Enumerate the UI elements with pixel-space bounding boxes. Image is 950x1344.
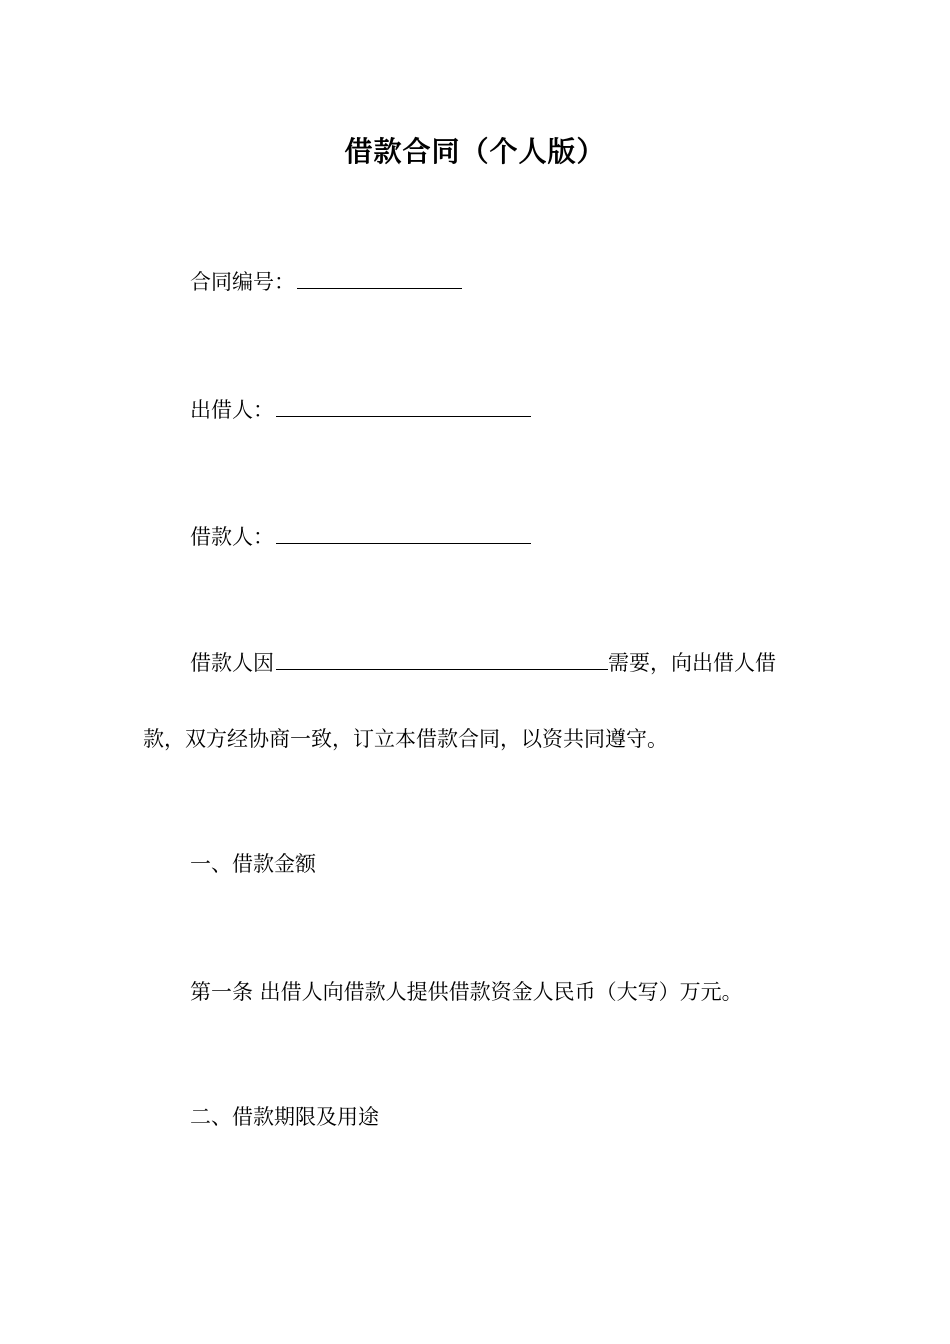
section-1-heading: 一、借款金额 (190, 852, 316, 876)
contract-number-line (190, 266, 462, 297)
lender-line (190, 394, 531, 425)
article-1: 第一条 出借人向借款人提供借款资金人民币（大写）万元。 (190, 980, 743, 1004)
lender-blank[interactable] (276, 394, 531, 417)
purpose-line (190, 647, 776, 678)
purpose-continuation: 款，双方经协商一致，订立本借款合同，以资共同遵守。 (143, 727, 668, 751)
borrower-label: 借款人： (190, 525, 274, 549)
contract-number-blank[interactable] (297, 266, 462, 289)
lender-label: 出借人： (190, 398, 274, 422)
borrower-blank[interactable] (276, 521, 531, 544)
purpose-suffix: 需要，向出借人借 (608, 651, 776, 675)
section-2-heading: 二、借款期限及用途 (190, 1105, 379, 1129)
borrower-line (190, 521, 531, 552)
document-title: 借款合同（个人版） (344, 135, 606, 168)
purpose-prefix: 借款人因 (190, 651, 274, 675)
contract-number-label: 合同编号： (190, 270, 295, 294)
purpose-blank[interactable] (276, 647, 608, 670)
